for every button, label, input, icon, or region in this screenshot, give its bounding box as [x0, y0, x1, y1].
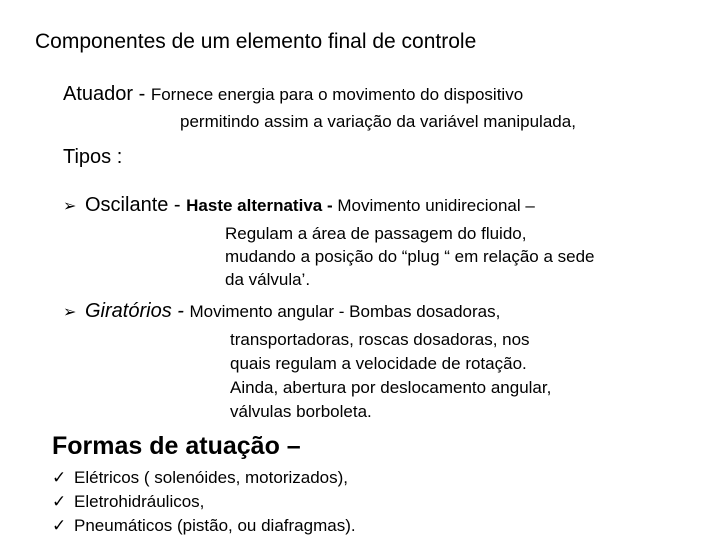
oscilante-bold: Haste alternativa - [186, 196, 338, 215]
giratorios-desc-line: quais regulam a velocidade de rotação. [230, 354, 527, 373]
arrow-right-icon: ➢ [63, 198, 77, 215]
arrow-right-icon: ➢ [63, 304, 77, 321]
giratorios-desc-line: transportadoras, roscas dosadoras, nos [230, 330, 530, 349]
giratorios-label: Giratórios - [85, 300, 190, 322]
giratorios-desc-1: Movimento angular - Bombas dosadoras, [189, 302, 501, 321]
giratorios-desc-line: válvulas borboleta. [230, 402, 372, 421]
oscilante-desc [225, 222, 595, 291]
oscilante-desc-line: Regulam a área de passagem do fluido, [225, 224, 527, 243]
checkmark-icon: ✓ [52, 468, 67, 487]
oscilante-desc-1: Movimento unidirecional – [337, 196, 535, 215]
atuador-desc-2: permitindo assim a variação da variável manipulada, [180, 112, 576, 131]
oscilante-desc-line: mudando a posição do “plug “ em relação a sede [225, 247, 595, 266]
list-item: ✓ Elétricos ( solenóides, motorizados), [52, 466, 356, 490]
list-item: ✓ Eletrohidráulicos, [52, 490, 356, 514]
formas-list [52, 466, 356, 538]
oscilante-line [63, 194, 535, 217]
checkmark-icon: ✓ [52, 516, 67, 535]
formas-heading: Formas de atuação – [52, 432, 301, 460]
tipos-heading: Tipos : [63, 146, 123, 168]
oscilante-desc-line: da válvula’. [225, 270, 311, 289]
atuador-desc-1: Fornece energia para o movimento do dispositivo [150, 85, 524, 104]
atuador-label: Atuador - [63, 83, 151, 105]
giratorios-desc [230, 328, 551, 424]
page-title: Componentes de um elemento final de controle [35, 30, 477, 53]
atuador-line [63, 83, 523, 106]
oscilante-label: Oscilante - [85, 194, 187, 216]
list-item: ✓ Pneumáticos (pistão, ou diafragmas). [52, 514, 356, 538]
giratorios-desc-line: Ainda, abertura por deslocamento angular, [230, 378, 552, 397]
giratorios-line [63, 300, 500, 323]
checkmark-icon: ✓ [52, 492, 67, 511]
